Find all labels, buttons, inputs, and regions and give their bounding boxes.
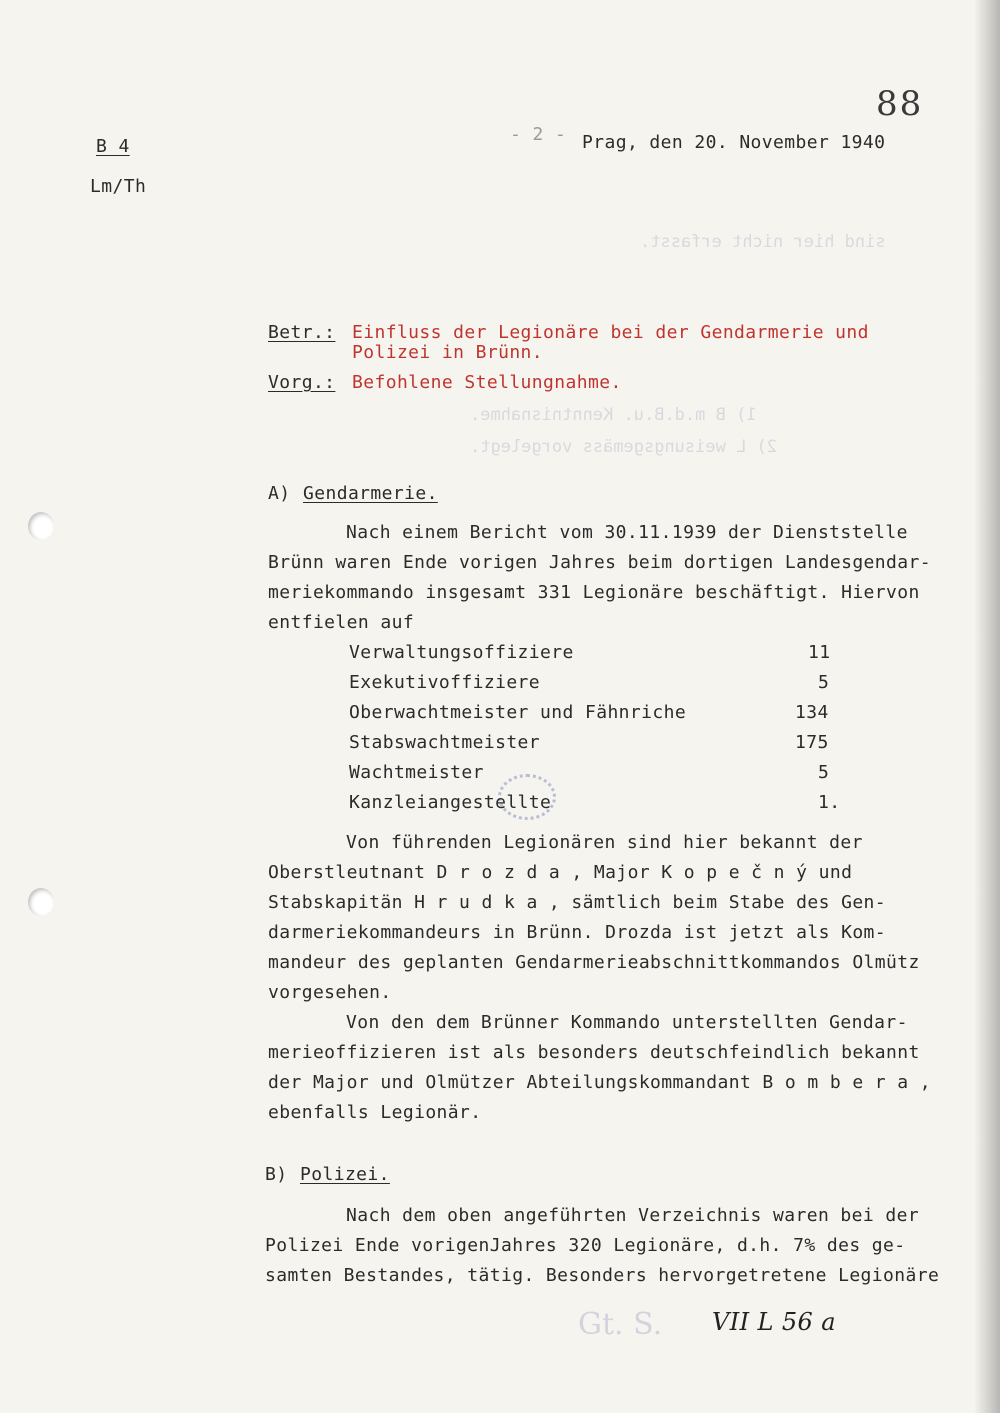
list-item-value: 175: [795, 732, 829, 753]
list-item-value: 5: [818, 762, 830, 783]
file-code: B 4: [96, 136, 130, 157]
vorg-label: Vorg.:: [268, 372, 336, 393]
paragraph-line: Polizei Ende vorigenJahres 320 Legionäre, d.h. 7% des ge-: [265, 1235, 906, 1256]
paragraph-line: Oberstleutnant D r o z d a , Major K o p e č n ý und: [268, 862, 853, 883]
list-item-value: 134: [795, 702, 829, 723]
paragraph-line: Nach dem oben angeführten Verzeichnis waren bei der: [346, 1205, 920, 1226]
paragraph-line: entfielen auf: [268, 612, 415, 633]
punch-hole-bottom: [28, 888, 54, 916]
folio-number: 88: [876, 84, 924, 124]
bleed-through-text: 1) B m.d.B.u. Kenntnisnahme.: [470, 405, 757, 425]
reference-text: Befohlene Stellungnahme.: [352, 372, 622, 393]
subject-line-1: Einfluss der Legionäre bei der Gendarmerie und: [352, 322, 869, 343]
author-initials: Lm/Th: [90, 176, 147, 197]
paragraph-line: merieoffizieren ist als besonders deutschfeindlich bekannt: [268, 1042, 920, 1063]
section-a-prefix: A): [268, 483, 291, 504]
section-b-heading: Polizei.: [300, 1164, 390, 1185]
punch-hole-top: [28, 512, 54, 540]
paragraph-line: Von den dem Brünner Kommando unterstellten Gendar-: [346, 1012, 908, 1033]
bleed-through-text: sind hier nicht erfasst.: [640, 232, 886, 252]
list-item-label: Wachtmeister: [349, 762, 484, 783]
list-item-value: 1.: [818, 792, 841, 813]
list-item-label: Oberwachtmeister und Fähnriche: [349, 702, 687, 723]
paragraph-line: der Major und Olmützer Abteilungskommandant B o m b e r a ,: [268, 1072, 931, 1093]
paragraph-line: Von führenden Legionären sind hier bekannt der: [346, 832, 863, 853]
list-item-label: Exekutivoffiziere: [349, 672, 541, 693]
paragraph-line: Brünn waren Ende vorigen Jahres beim dortigen Landesgendar-: [268, 552, 931, 573]
paragraph-line: darmeriekommandeurs in Brünn. Drozda ist jetzt als Kom-: [268, 922, 887, 943]
betr-label: Betr.:: [268, 322, 336, 343]
paragraph-line: meriekommando insgesamt 331 Legionäre beschäftigt. Hiervon: [268, 582, 920, 603]
faded-stamp-mark: Gt. S.: [578, 1307, 663, 1342]
paragraph-line: Nach einem Bericht vom 30.11.1939 der Dienststelle: [346, 522, 908, 543]
paragraph-line: ebenfalls Legionär.: [268, 1102, 482, 1123]
paragraph-line: samten Bestandes, tätig. Besonders hervorgetretene Legionäre: [265, 1265, 940, 1286]
subject-line-2: Polizei in Brünn.: [352, 342, 544, 363]
list-item-label: Verwaltungsoffiziere: [349, 642, 574, 663]
page-edge-shadow: [974, 0, 1000, 1413]
section-a-heading: Gendarmerie.: [303, 483, 438, 504]
paragraph-line: vorgesehen.: [268, 982, 392, 1003]
paragraph-line: Stabskapitän H r u d k a , sämtlich beim Stabe des Gen-: [268, 892, 887, 913]
list-item-value: 11: [808, 642, 831, 663]
handwritten-reference: VII L 56 a: [712, 1308, 836, 1336]
list-item-label: Stabswachtmeister: [349, 732, 541, 753]
list-item-label: Kanzleiangestellte: [349, 792, 552, 813]
list-item-value: 5: [818, 672, 830, 693]
page-marker: - 2 -: [510, 124, 567, 145]
paragraph-line: mandeur des geplanten Gendarmerieabschnittkommandos Olmütz: [268, 952, 920, 973]
bleed-through-text: 2) L weisungsgemäss vorgelegt.: [470, 437, 778, 457]
section-b-prefix: B): [265, 1164, 288, 1185]
place-date: Prag, den 20. November 1940: [582, 132, 886, 153]
